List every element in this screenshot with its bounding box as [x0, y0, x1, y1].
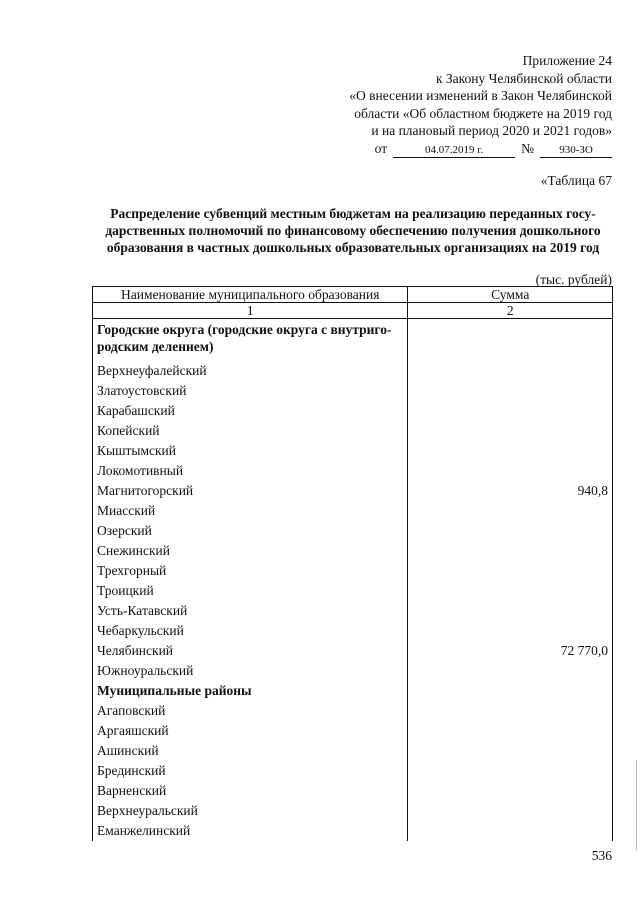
header-line: «О внесении изменений в Закон Челябинской — [349, 88, 612, 103]
municipality-name: Снежинский — [93, 541, 408, 561]
subvention-amount — [408, 421, 613, 441]
municipality-name: Агаповский — [93, 701, 408, 721]
table-row — [93, 561, 613, 581]
municipality-name: Кыштымский — [93, 441, 408, 461]
table-row — [93, 361, 613, 381]
municipality-name: Южноуральский — [93, 661, 408, 681]
subvention-amount — [408, 381, 613, 401]
subvention-amount — [408, 541, 613, 561]
municipality-name: Варненский — [93, 781, 408, 801]
law-reference-line — [349, 140, 612, 158]
municipality-name: Троицкий — [93, 581, 408, 601]
table-row — [93, 501, 613, 521]
subvention-amount — [408, 461, 613, 481]
subvention-amount — [408, 319, 613, 362]
table-row — [93, 741, 613, 761]
municipality-name: Карабашский — [93, 401, 408, 421]
table-row — [93, 441, 613, 461]
municipality-name: Златоустовский — [93, 381, 408, 401]
municipality-name: Миасский — [93, 501, 408, 521]
municipality-name: Верхнеуфалейский — [93, 361, 408, 381]
table-row — [93, 541, 613, 561]
header-line: и на плановый период 2020 и 2021 годов» — [371, 123, 612, 138]
from-label: от — [374, 140, 388, 156]
column-number-row — [93, 303, 613, 319]
law-date: 04.07.2019 г. — [393, 143, 515, 158]
municipality-name: Еманжелинский — [93, 821, 408, 841]
subvention-amount — [408, 441, 613, 461]
subvention-amount — [408, 581, 613, 601]
subvention-amount — [408, 681, 613, 701]
table-row — [93, 621, 613, 641]
table-group-row — [93, 319, 613, 362]
table-row — [93, 381, 613, 401]
table-row — [93, 421, 613, 441]
municipality-name: Чебаркульский — [93, 621, 408, 641]
municipality-name: Ашинский — [93, 741, 408, 761]
page-number: 536 — [591, 848, 612, 863]
subvention-amount — [408, 801, 613, 821]
header-line: области «Об областном бюджете на 2019 год — [354, 105, 612, 121]
table-row — [93, 761, 613, 781]
units-label: (тыс. рублей) — [535, 272, 612, 287]
table-row — [93, 481, 613, 501]
table-row — [93, 661, 613, 681]
column-header-name: Наименование муниципального образования — [93, 287, 408, 303]
municipality-name: Городские округа (городские округа с внутриго-родским делением) — [93, 319, 408, 362]
document-header — [349, 52, 612, 158]
table-group-row — [93, 681, 613, 701]
table-caption: «Таблица 67 — [540, 173, 612, 188]
header-line: Приложение 24 — [522, 53, 612, 68]
scan-edge-mark — [636, 760, 637, 850]
table-row — [93, 701, 613, 721]
subvention-amount — [408, 721, 613, 741]
table-row — [93, 821, 613, 841]
subvention-amount — [408, 701, 613, 721]
municipality-name: Муниципальные районы — [93, 681, 408, 701]
subvention-amount — [408, 401, 613, 421]
subvention-table — [92, 286, 613, 841]
subvention-amount — [408, 761, 613, 781]
municipality-name: Копейский — [93, 421, 408, 441]
subvention-amount — [408, 561, 613, 581]
municipality-name: Трехгорный — [93, 561, 408, 581]
subvention-amount — [408, 361, 613, 381]
table-header-row — [93, 287, 613, 303]
column-number: 2 — [408, 303, 613, 319]
municipality-name: Брединский — [93, 761, 408, 781]
subvention-amount — [408, 741, 613, 761]
subvention-amount: 72 770,0 — [408, 641, 613, 661]
table-row — [93, 581, 613, 601]
subvention-amount — [408, 661, 613, 681]
table-row — [93, 601, 613, 621]
header-line: к Закону Челябинской области — [435, 70, 612, 86]
table-row — [93, 401, 613, 421]
table-row — [93, 521, 613, 541]
subvention-amount — [408, 521, 613, 541]
table-row — [93, 641, 613, 661]
law-number: 930-ЗО — [540, 143, 612, 158]
number-sign: № — [521, 140, 534, 156]
table-row — [93, 801, 613, 821]
subvention-amount — [408, 781, 613, 801]
table-row — [93, 781, 613, 801]
municipality-name: Озерский — [93, 521, 408, 541]
municipality-name: Локомотивный — [93, 461, 408, 481]
subvention-amount: 940,8 — [408, 481, 613, 501]
municipality-name: Усть-Катавский — [93, 601, 408, 621]
subvention-amount — [408, 501, 613, 521]
subvention-amount — [408, 601, 613, 621]
municipality-name: Верхнеуральский — [93, 801, 408, 821]
column-header-sum: Сумма — [408, 287, 613, 303]
municipality-name: Челябинский — [93, 641, 408, 661]
column-number: 1 — [93, 303, 408, 319]
subvention-amount — [408, 821, 613, 841]
municipality-name: Магнитогорский — [93, 481, 408, 501]
subvention-amount — [408, 621, 613, 641]
table-row — [93, 721, 613, 741]
table-row — [93, 461, 613, 481]
document-title: Распределение субвенций местным бюджетам на реализацию переданных госу-дарственных полномочий по финансовому обеспечению получения дошкольного образования в частных дошкольных образовательных организациях на 2019 год — [105, 206, 601, 255]
municipality-name: Аргаяшский — [93, 721, 408, 741]
